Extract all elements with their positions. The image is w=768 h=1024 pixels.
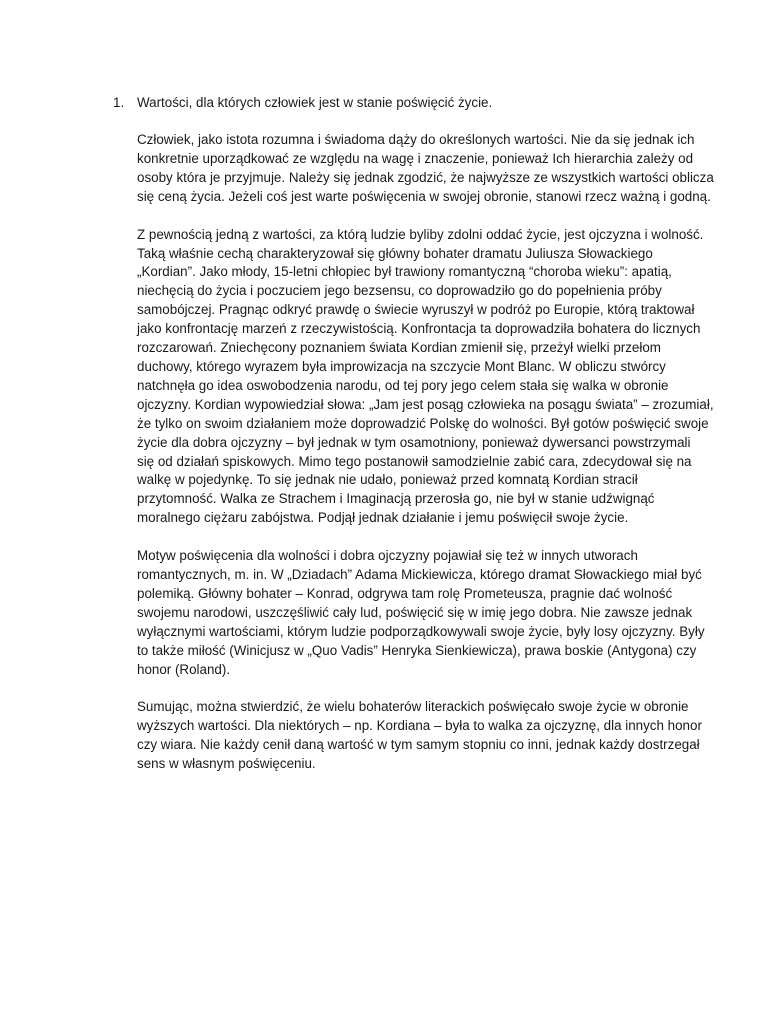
text-line: moralnego ciężaru zabójstwa. Podjął jednak działanie i jemu poświęcił swoje życie. xyxy=(137,510,629,526)
text-line: jako konfrontację marzeń z rzeczywistością. Konfrontacja ta doprowadziła bohatera do licznych xyxy=(137,321,701,337)
text-line: przytomność. Walka ze Strachem i Imaginacją przerosła go, nie był w stanie udźwignąć xyxy=(137,491,655,507)
text-line: Człowiek, jako istota rozumna i świadoma dąży do określonych wartości. Nie da się jednak ich xyxy=(137,132,695,147)
essay-body xyxy=(137,131,714,793)
text-line: natchnęła go idea oswobodzenia narodu, od tej pory jego celem stała się walka w obronie xyxy=(137,377,669,393)
text-line: walkę w pojedynkę. To się jednak nie udało, ponieważ przed komnatą Kordian stracił xyxy=(137,472,638,488)
text-line: konkretnie uporządkować ze względu na wagę i znaczenie, ponieważ Ich hierarchia zależy od xyxy=(137,150,694,166)
text-line: rozczarowań. Zniechęcony poznaniem świata Kordian zmienił się, przeżył wielki przełom xyxy=(137,340,661,356)
paragraph-conclusion xyxy=(137,698,702,774)
text-line: to także miłość (Winicjusz w „Quo Vadis” Henryka Sienkiewicza), prawa boskie (Antygona) czy xyxy=(137,642,697,658)
paragraph-intro xyxy=(137,131,714,207)
text-line: ojczyzny. Kordian wypowiedział słowa: „Jam jest posąg człowieka na posągu świata” – zrozumiał, xyxy=(137,396,714,412)
text-line: czy wiara. Nie każdy cenił daną wartość w tym samym stopniu co inni, jednak każdy dostrzegał xyxy=(137,737,700,753)
list-number: 1. xyxy=(113,95,125,110)
text-line: niechęcią do życia i poczuciem jego bezsensu, co doprowadziło go do popełnienia próby xyxy=(137,283,662,299)
text-line: swojemu narodowi, uszczęśliwić cały lud, poświęcić się w imię jego dobra. Nie zawsze jednak xyxy=(137,604,693,620)
text-line: „Kordian”. Jako młody, 15-letni chłopiec był trawiony romantyczną “choroba wieku”: apatią, xyxy=(137,264,672,280)
paragraph-kordian xyxy=(137,226,714,529)
text-line: polemiką. Główny bohater – Konrad, odgrywa tam rolę Prometeusza, pragnie dać wolność xyxy=(137,585,673,601)
text-line: duchowy, którego wyrazem była improwizacja na szczycie Mont Blanc. W obliczu stwórcy xyxy=(137,358,666,374)
text-line: romantycznych, m. in. W „Dziadach” Adama Mickiewicza, którego dramat Słowackiego miał być xyxy=(137,567,702,583)
essay-title: Wartości, dla których człowiek jest w stanie poświęcić życie. xyxy=(137,95,493,110)
text-line: Sumując, można stwierdzić, że wielu bohaterów literackich poświęcało swoje życie w obronie xyxy=(137,699,689,715)
text-line: się ceną życia. Jeżeli coś jest warte poświęcenia w swojej obronie, stanowi rzecz ważną i godną. xyxy=(137,188,711,204)
text-line: Taką właśnie cechą charakteryzował się główny bohater dramatu Juliusza Słowackiego xyxy=(137,245,653,261)
text-line: Motyw poświęcenia dla wolności i dobra ojczyzny pojawiał się też w innych utworach xyxy=(137,548,638,564)
text-line: osoby która je przyjmuje. Należy się jednak zgodzić, że najwyższe ze wszystkich wartości oblicza xyxy=(137,169,714,185)
text-line: się od działań spiskowych. Mimo tego postanowił samodzielnie zabić cara, zdecydował się na xyxy=(137,453,692,469)
text-line: że tylko on swoim działaniem może doprowadzić Polskę do wolności. Był gotów poświęcić swoje xyxy=(137,415,709,431)
text-line: wyłącznymi wartościami, którym ludzie podporządkowywali swoje życie, były losy ojczyzny. Były xyxy=(137,623,705,639)
text-line: Z pewnością jedną z wartości, za którą ludzie byliby zdolni oddać życie, jest ojczyzna i wolność. xyxy=(137,226,704,242)
text-line: sens w własnym poświęceniu. xyxy=(137,756,316,772)
essay-heading xyxy=(113,93,673,112)
text-line: wyższych wartości. Dla niektórych – np. Kordiana – była to walka za ojczyznę, dla innych honor xyxy=(137,718,702,734)
text-line: honor (Roland). xyxy=(137,661,231,677)
text-line: życie dla dobra ojczyzny – był jednak w tym osamotniony, ponieważ dywersanci powstrzymali xyxy=(137,434,691,450)
paragraph-other-works xyxy=(137,547,705,679)
text-line: samobójczej. Pragnąc odkryć prawdę o świecie wyruszył w podróż po Europie, którą traktował xyxy=(137,302,695,318)
